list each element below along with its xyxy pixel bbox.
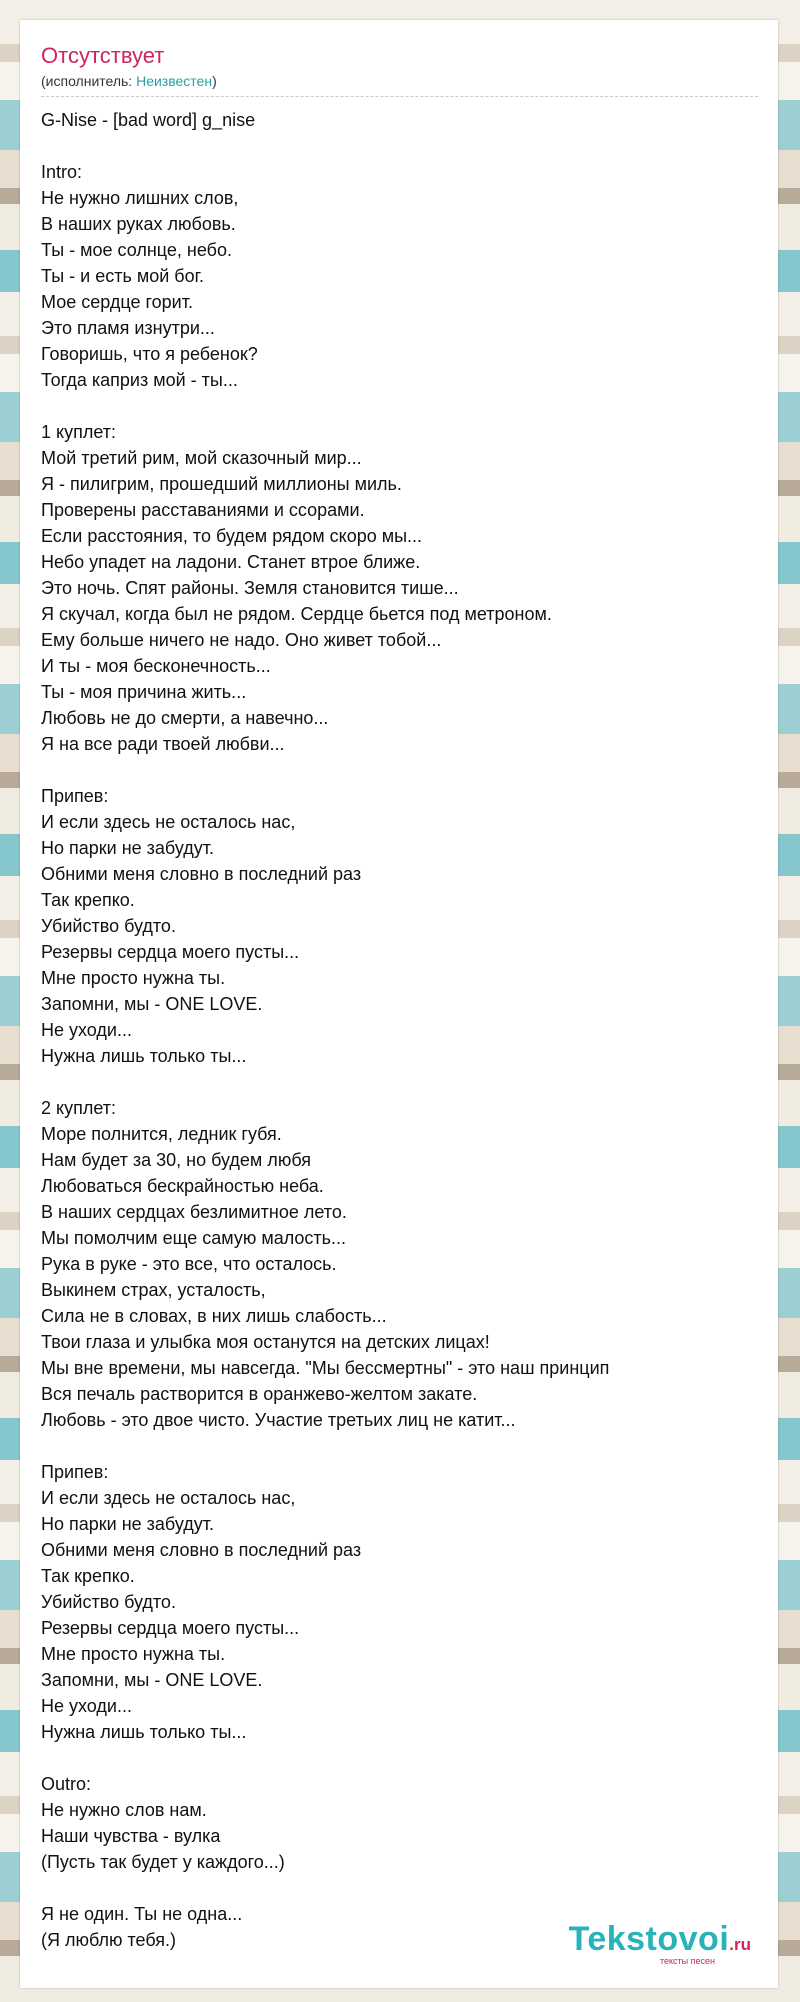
song-title: Отсутствует [41,43,165,68]
lyrics-line: И если здесь не осталось нас, [41,812,296,832]
lyrics-line: Я на все ради твоей любви... [41,734,285,754]
lyrics-line: (Пусть так будет у каждого...) [41,1852,285,1872]
lyrics-line: Запомни, мы - ONE LOVE. [41,994,263,1014]
lyrics-line: Резервы сердца моего пусты... [41,1618,300,1638]
lyrics-line: Это ночь. Спят районы. Земля становится тише... [41,578,459,598]
logo-tagline: тексты песен [659,1956,715,1966]
lyrics-line: Outro: [41,1774,92,1794]
lyrics-blank-line [41,1875,758,1901]
lyrics-line: Мы вне времени, мы навсегда. "Мы бессмертны" - это наш принцип [41,1358,610,1378]
lyrics-blank-line [41,757,758,783]
lyrics-line: Я скучал, когда был не рядом. Сердце бьется под метроном. [41,604,552,624]
lyrics-line: Я не один. Ты не одна... [41,1904,243,1924]
lyrics-line: Убийство будто. [41,916,176,936]
logo-name: Tekstovoi [568,1920,730,1958]
lyrics-line: Тогда каприз мой - ты... [41,370,238,390]
lyrics-text [41,107,758,1953]
lyrics-line: Небо упадет на ладони. Станет втрое ближе. [41,552,421,572]
lyrics-line: Припев: [41,786,109,806]
lyrics-line: Говоришь, что я ребенок? [41,344,258,364]
lyrics-line: 1 куплет: [41,422,116,442]
lyrics-card [20,20,778,1988]
lyrics-line: Так крепко. [41,1566,135,1586]
lyrics-blank-line [41,1069,758,1095]
lyrics-line: Но парки не забудут. [41,1514,214,1534]
lyrics-line: В наших сердцах безлимитное лето. [41,1202,347,1222]
lyrics-line: Не уходи... [41,1020,132,1040]
lyrics-line: Нужна лишь только ты... [41,1722,247,1742]
lyrics-blank-line [41,1745,758,1771]
lyrics-line: Мой третий рим, мой сказочный мир... [41,448,362,468]
lyrics-line: Убийство будто. [41,1592,176,1612]
lyrics-line: (Я люблю тебя.) [41,1930,177,1950]
lyrics-line: Резервы сердца моего пусты... [41,942,300,962]
lyrics-line: Выкинем страх, усталость, [41,1280,266,1300]
lyrics-line: И ты - моя бесконечность... [41,656,271,676]
lyrics-line: Ты - мое солнце, небо. [41,240,232,260]
lyrics-line: Ты - моя причина жить... [41,682,247,702]
lyrics-line: Рука в руке - это все, что осталось. [41,1254,337,1274]
lyrics-line: Нам будет за 30, но будем любя [41,1150,311,1170]
lyrics-line: Нужна лишь только ты... [41,1046,247,1066]
site-logo[interactable] [569,1922,751,1966]
lyrics-line: Не уходи... [41,1696,132,1716]
lyrics-line: Это пламя изнутри... [41,318,215,338]
lyrics-line: Твои глаза и улыбка моя останутся на детских лицах! [41,1332,490,1352]
artist-prefix: (исполнитель: [41,73,137,89]
lyrics-line: Запомни, мы - ONE LOVE. [41,1670,263,1690]
lyrics-line: Обними меня словно в последний раз [41,864,362,884]
lyrics-line: G-Nise - [bad word] g_nise [41,110,256,130]
lyrics-line: Ты - и есть мой бог. [41,266,204,286]
lyrics-line: В наших руках любовь. [41,214,236,234]
lyrics-line: Обними меня словно в последний раз [41,1540,362,1560]
lyrics-line: Не нужно слов нам. [41,1800,207,1820]
lyrics-line: Любоваться бескрайностью неба. [41,1176,324,1196]
artist-link[interactable]: Неизвестен [136,73,213,89]
lyrics-line: Проверены расставаниями и ссорами. [41,500,365,520]
lyrics-blank-line [41,393,758,419]
lyrics-line: Ему больше ничего не надо. Оно живет тобой... [41,630,442,650]
lyrics-line: Сила не в словах, в них лишь слабость... [41,1306,387,1326]
artist-line [41,72,758,97]
lyrics-line: Вся печаль растворится в оранжево-желтом закате. [41,1384,478,1404]
lyrics-line: Наши чувства - вулка [41,1826,221,1846]
lyrics-line: И если здесь не осталось нас, [41,1488,296,1508]
lyrics-line: Любовь - это двое чисто. Участие третьих лиц не катит... [41,1410,516,1430]
logo-tld: .ru [729,1935,751,1954]
lyrics-line: Мне просто нужна ты. [41,968,226,988]
lyrics-line: Мне просто нужна ты. [41,1644,226,1664]
lyrics-line: Мое сердце горит. [41,292,193,312]
lyrics-blank-line [41,133,758,159]
lyrics-blank-line [41,1433,758,1459]
lyrics-line: Intro: [41,162,83,182]
lyrics-line: Я - пилигрим, прошедший миллионы миль. [41,474,402,494]
lyrics-line: Так крепко. [41,890,135,910]
lyrics-line: Море полнится, ледник губя. [41,1124,282,1144]
lyrics-line: Мы помолчим еще самую малость... [41,1228,347,1248]
artist-suffix: ) [212,73,217,89]
lyrics-line: Но парки не забудут. [41,838,214,858]
lyrics-line: Не нужно лишних слов, [41,188,239,208]
lyrics-line: Припев: [41,1462,109,1482]
lyrics-line: 2 куплет: [41,1098,116,1118]
lyrics-line: Любовь не до смерти, а навечно... [41,708,329,728]
lyrics-line: Если расстояния, то будем рядом скоро мы... [41,526,423,546]
